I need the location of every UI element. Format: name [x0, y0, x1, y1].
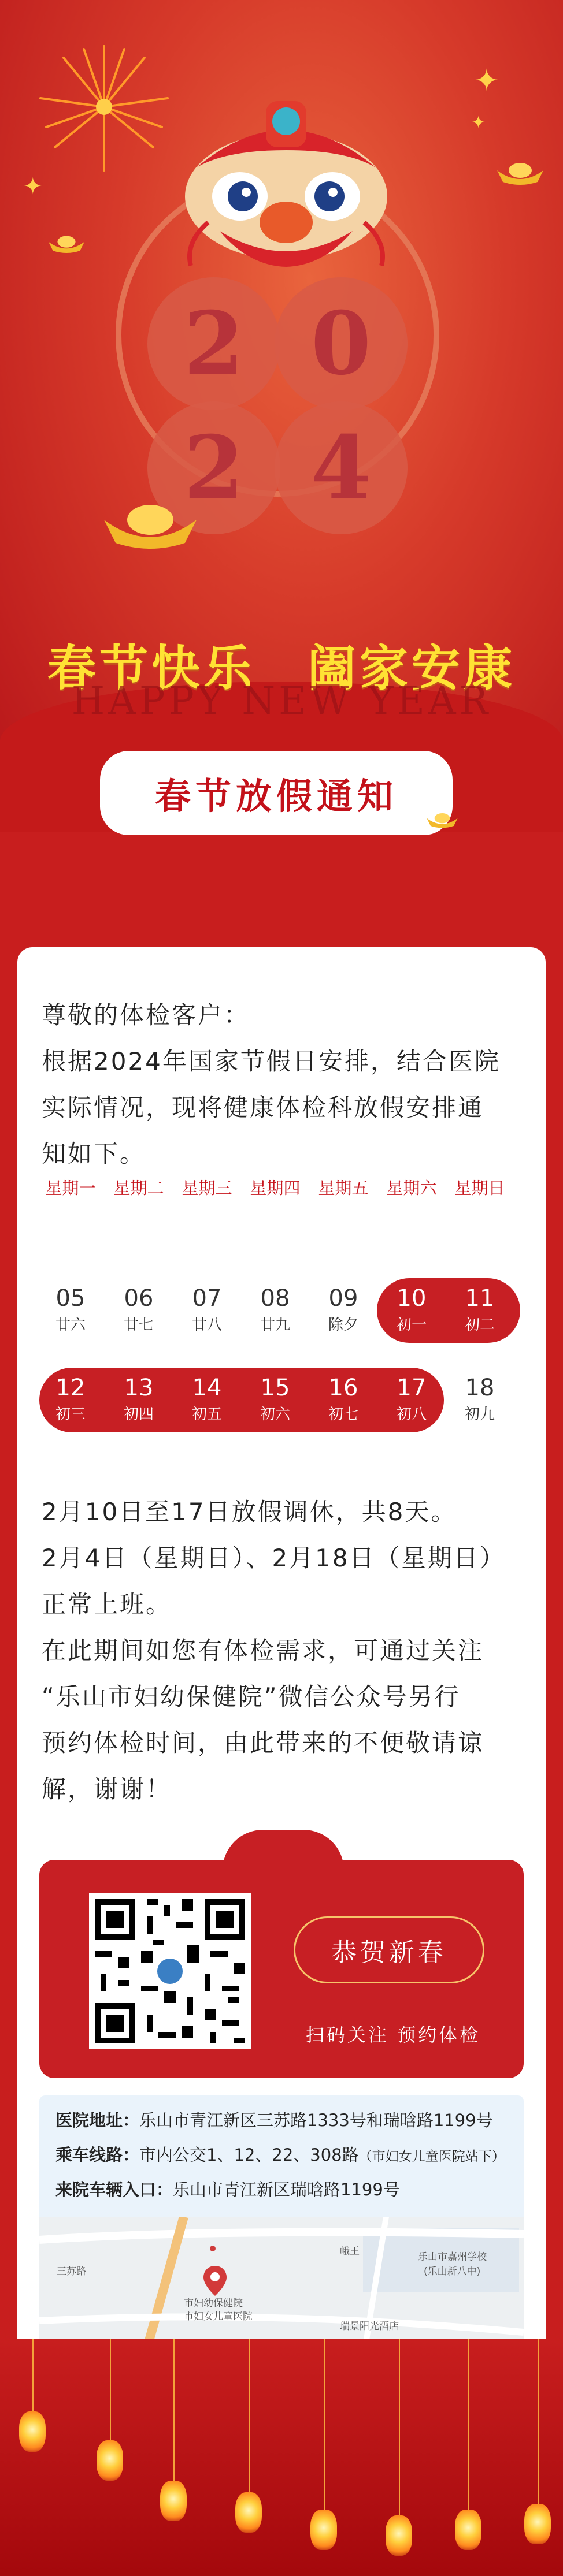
- intro-line: 根据2024年国家节假日安排，结合医院: [42, 1047, 501, 1075]
- bus-note: （市妇女儿童医院站下）: [358, 2149, 505, 2164]
- calendar-day: 07 廿八: [191, 1285, 222, 1334]
- lantern-string: [538, 2339, 539, 2507]
- entrance-value: 乐山市青江新区瑞晗路1199号: [173, 2180, 400, 2199]
- weekday-label: 星期日: [454, 1178, 505, 1198]
- year-digit: 4: [275, 401, 408, 534]
- schedule-line: 2月10日至17日放假调休，共8天。: [42, 1498, 457, 1526]
- bus-line: [55, 2141, 518, 2171]
- bus-label: 乘车线路：: [55, 2145, 140, 2165]
- greeting-text: 尊敬的体检客户：: [42, 1001, 250, 1029]
- headline-left: 春节快乐: [47, 639, 255, 697]
- lantern-string: [399, 2339, 400, 2518]
- qr-code-icon[interactable]: [89, 1893, 251, 2049]
- gold-ingot-icon: [98, 497, 202, 554]
- greeting-button[interactable]: 恭贺新春: [294, 1916, 484, 1983]
- lantern-icon: [160, 2481, 187, 2521]
- schedule-line: 2月4日（星期日）、2月18日（星期日）: [42, 1544, 506, 1572]
- calendar-day-holiday: 17 初八: [396, 1375, 427, 1423]
- lantern-string: [173, 2339, 175, 2484]
- lantern-icon: [310, 2510, 337, 2550]
- map-label: (乐山新八中): [424, 2266, 481, 2277]
- address-label: 医院地址：: [55, 2110, 140, 2130]
- map-label: 峨王: [340, 2246, 360, 2257]
- weekday-label: 星期六: [386, 1178, 437, 1198]
- weekday-label: 星期三: [182, 1178, 232, 1198]
- weekday-label: 星期一: [45, 1178, 96, 1198]
- lantern-string: [324, 2339, 325, 2512]
- calendar-day: 09 除夕: [328, 1285, 358, 1334]
- year-digit: 2: [147, 277, 280, 410]
- notice-title: 春节放假通知: [100, 751, 453, 835]
- headline-right: 阖家安康: [308, 639, 516, 697]
- sparkle-icon: ✦: [23, 173, 43, 200]
- address-value: 乐山市青江新区三苏路1333号和瑞晗路1199号: [139, 2110, 493, 2130]
- weekday-label: 星期五: [318, 1178, 369, 1198]
- calendar-day-holiday: 10 初一: [396, 1285, 427, 1334]
- map-pin-icon: [203, 2266, 227, 2296]
- year-digit: 2: [147, 401, 280, 534]
- calendar-day: 18 初九: [464, 1375, 495, 1423]
- weekday-label: 星期四: [250, 1178, 301, 1198]
- lantern-icon: [97, 2440, 123, 2481]
- calendar-day-holiday: 12 初三: [55, 1375, 86, 1423]
- scan-caption: 扫码关注 预约体检: [305, 2024, 481, 2046]
- schedule-line: 在此期间如您有体检需求，可通过关注: [42, 1636, 484, 1665]
- intro-line: 实际情况，现将健康体检科放假安排通: [42, 1093, 484, 1122]
- calendar-day: 05 廿六: [55, 1285, 86, 1334]
- map-label: 瑞景阳光酒店: [340, 2321, 399, 2332]
- bus-value: 市内公交1、12、22、308路: [139, 2145, 359, 2165]
- calendar-day-holiday: 11 初二: [464, 1285, 495, 1334]
- sparkle-icon: ✦: [474, 64, 499, 98]
- qr-code-frame: [89, 1893, 251, 2049]
- gold-ingot-icon: [425, 809, 460, 832]
- sparkle-icon: ✦: [471, 113, 486, 133]
- weekday-label: 星期二: [113, 1178, 164, 1198]
- lantern-string: [468, 2339, 469, 2512]
- lantern-icon: [524, 2504, 551, 2544]
- calendar-day-holiday: 13 初四: [123, 1375, 154, 1423]
- year-digit: 0: [275, 277, 408, 410]
- lantern-string: [249, 2339, 250, 2495]
- gold-ingot-icon: [494, 156, 546, 191]
- calendar-day-holiday: 15 初六: [260, 1375, 290, 1423]
- lantern-string: [110, 2339, 111, 2443]
- calendar-day-holiday: 16 初七: [328, 1375, 358, 1423]
- happy-new-year-text: HAPPY NEW YEAR: [71, 679, 492, 723]
- entrance-label: 来院车辆入口：: [55, 2180, 173, 2199]
- lantern-string: [32, 2339, 34, 2414]
- entrance-line: [55, 2175, 518, 2204]
- hospital-info: [39, 2095, 524, 2361]
- lantern-icon: [19, 2411, 46, 2452]
- intro-line: 知如下。: [42, 1140, 146, 1168]
- calendar-day: 08 廿九: [260, 1285, 290, 1334]
- firework-icon: [29, 35, 179, 179]
- lantern-icon: [386, 2515, 412, 2556]
- map-label: 市妇幼保健院: [184, 2298, 243, 2309]
- schedule-line: 解，谢谢！: [42, 1775, 172, 1803]
- map-label: 三苏路: [57, 2266, 86, 2277]
- schedule-line: 正常上班。: [42, 1590, 172, 1618]
- calendar-day: 06 廿七: [123, 1285, 154, 1334]
- schedule-line: “乐山市妇幼保健院”微信公众号另行: [42, 1682, 461, 1711]
- calendar-day-holiday: 14 初五: [191, 1375, 222, 1423]
- map-label: 市妇女儿童医院: [184, 2311, 253, 2322]
- schedule-line: 预约体检时间，由此带来的不便敬请谅: [42, 1729, 484, 1757]
- lion-head-icon: [173, 98, 399, 271]
- lantern-icon: [455, 2510, 481, 2550]
- lantern-icon: [235, 2492, 262, 2533]
- map-label: 乐山市嘉州学校: [418, 2251, 487, 2263]
- address-line: [55, 2106, 518, 2135]
- gold-ingot-icon: [46, 231, 87, 257]
